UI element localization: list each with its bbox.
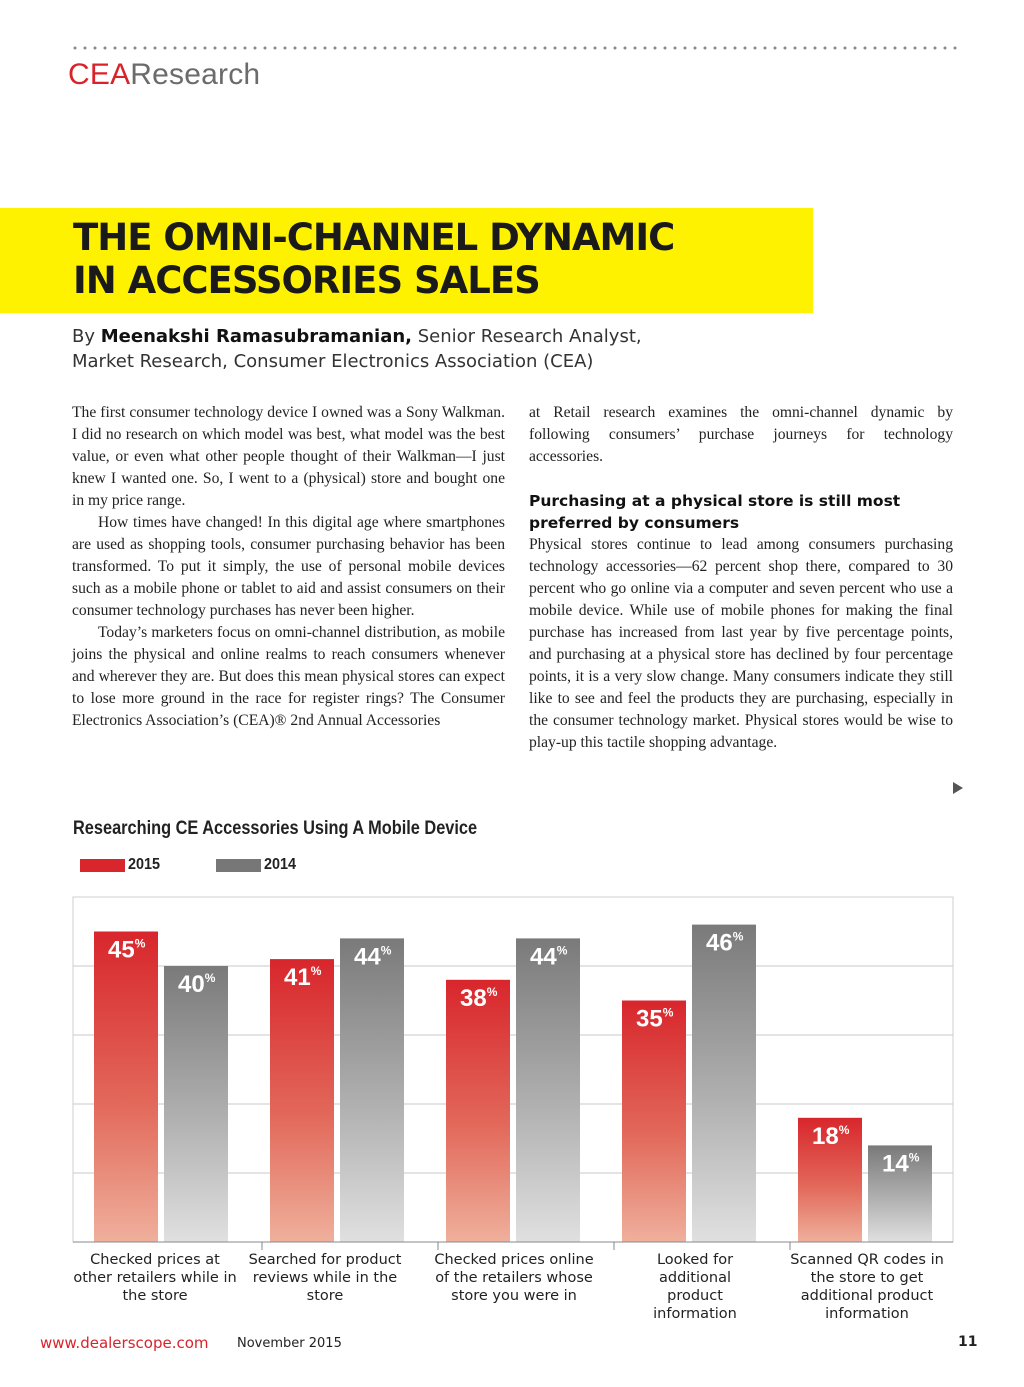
category-label: Checked prices at other retailers while in the store: [73, 1252, 237, 1304]
bar-2015-3: [446, 980, 510, 1242]
bar-2014-1: [164, 966, 228, 1242]
x-axis-ticks: [262, 1242, 790, 1250]
title-line-1: THE OMNI-CHANNEL DYNAMIC: [73, 216, 675, 259]
legend-label-2015: 2015: [128, 856, 161, 873]
data-label-2014-3: 44%: [530, 943, 568, 971]
data-label-2015-3: 38%: [460, 984, 498, 1012]
data-label-2015-4: 35%: [636, 1005, 674, 1033]
paragraph: Today’s marketers focus on omni-channel distribution, as mobile joins the physical and online realms to reach consumers whenever and wherever they are. But does this mean physical stores can expect to lose more ground in the race for register rings? The Consumer Electronics Association’s (CEA)® 2nd Annual Accessories: [72, 624, 505, 729]
paragraph: Physical stores continue to lead among consumers purchasing technology accessories—62 percent shop there, compared to 30 percent who go online via a computer and seven percent who use a mobile device. While use of mobile phones for making the final purchase has increased from last year by five percentage points, and purchasing at a physical store has declined by four percentage points, it is a very slow change. Many consumers indicate they still like to see and feel the products they are purchasing, especially in the consumer technology market. Physical stores would be wise to play-up this tactile shopping advantage.: [529, 536, 953, 751]
bar-2015-2: [270, 959, 334, 1242]
bar-2014-4: [692, 925, 756, 1242]
paragraph: at Retail research examines the omni-channel dynamic by following consumers’ purchase journeys for technology accessories.: [529, 404, 953, 465]
data-label-2015-5: 18%: [812, 1122, 850, 1150]
legend-label-2014: 2014: [264, 856, 297, 873]
byline-prefix: By: [72, 326, 101, 347]
brand-research: Research: [130, 58, 261, 91]
section-subheading: Purchasing at a physical store is still most preferred by consumers: [529, 492, 901, 532]
byline-org: Market Research, Consumer Electronics Association (CEA): [72, 351, 594, 372]
data-label-2014-1: 40%: [178, 971, 216, 998]
footer-date: November 2015: [237, 1336, 342, 1351]
data-label-2014-5: 14%: [882, 1150, 920, 1178]
byline-role: Senior Research Analyst,: [412, 326, 642, 347]
data-label-2014-4: 46%: [706, 929, 744, 957]
byline-author: Meenakshi Ramasubramanian,: [100, 326, 412, 347]
brand-cea: CEA: [68, 58, 131, 91]
page-number: 11: [958, 1334, 978, 1350]
bar-2015-4: [622, 1001, 686, 1243]
data-label-2015-2: 41%: [284, 964, 322, 992]
footer-url: www.dealerscope.com: [40, 1334, 209, 1352]
paragraph: How times have changed! In this digital age where smartphones are used as shopping tools, consumer purchasing behavior has been transformed. To put it simply, the use of personal mobile devices such as a mobile phone or tablet to aid and assist consumers on their consumer technology purchases has never been higher.: [72, 514, 505, 619]
category-label: Looked for additional product information: [653, 1252, 737, 1322]
bar-2014-3: [516, 938, 580, 1242]
category-label: Checked prices online of the retailers whose store you were in: [434, 1252, 594, 1304]
bar-2015-1: [94, 932, 158, 1243]
bar-2014-2: [340, 938, 404, 1242]
category-label: Searched for product reviews while in the store: [248, 1252, 402, 1304]
chart-title: Researching CE Accessories Using A Mobile Device: [73, 818, 478, 839]
category-label: Scanned QR codes in the store to get additional product information: [790, 1252, 944, 1322]
paragraph: The first consumer technology device I owned was a Sony Walkman. I did no research on which model was best, what model was the best value, or even what other people thought of their Walkman—I just knew I wanted one. So, I went to a (physical) store and bought one in my price range.: [72, 404, 505, 509]
title-line-2: IN ACCESSORIES SALES: [73, 259, 540, 302]
data-label-2014-2: 44%: [354, 943, 392, 971]
data-label-2015-1: 45%: [108, 936, 146, 964]
